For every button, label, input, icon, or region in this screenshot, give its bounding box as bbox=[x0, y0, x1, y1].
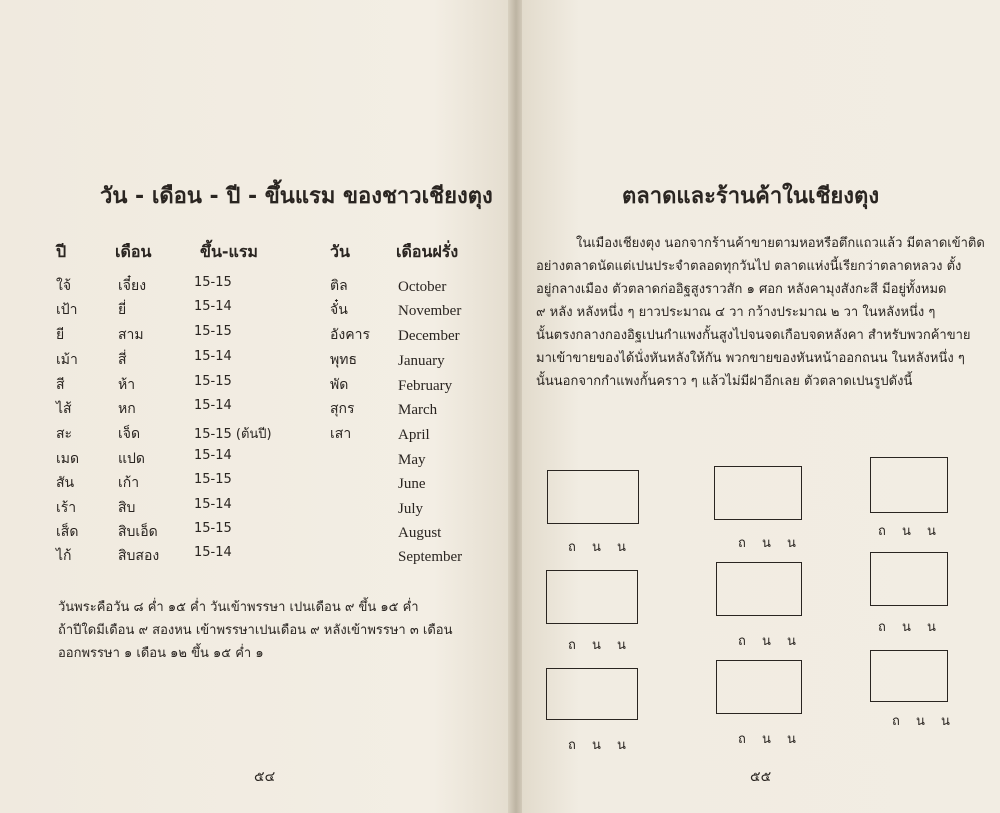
page-number-left: ๕๔ bbox=[254, 769, 276, 785]
cell-year: สี bbox=[56, 377, 65, 393]
road-label: ถ น น bbox=[568, 638, 632, 653]
market-stall bbox=[870, 650, 948, 702]
cell-month: เก้า bbox=[118, 475, 140, 491]
cell-day: อังคาร bbox=[330, 327, 370, 343]
cell-month: สิบ bbox=[118, 500, 136, 516]
cell-year: ไก้ bbox=[56, 548, 72, 564]
cell-month: แปด bbox=[118, 451, 146, 467]
cell-western-month: August bbox=[398, 525, 442, 541]
header-day: วัน bbox=[330, 242, 350, 261]
paragraph-line: นั้นตรงกลางกองอิฐเปนกำแพงกั้นสูงไปจนจดเกือบจดหลังคา สำหรับพวกค้าขาย bbox=[536, 328, 971, 343]
market-stall bbox=[546, 570, 638, 624]
cell-year: ใจ้ bbox=[56, 278, 72, 294]
cell-western-month: January bbox=[398, 353, 445, 369]
market-title: ตลาดและร้านค้าในเชียงตุง bbox=[622, 184, 880, 209]
market-stall bbox=[546, 668, 638, 720]
cell-day: สุกร bbox=[330, 401, 355, 417]
cell-day: เสา bbox=[330, 426, 352, 442]
road-label: ถ น น bbox=[892, 714, 956, 729]
cell-waxing: 15-15 bbox=[194, 374, 232, 389]
right-page bbox=[522, 0, 1000, 813]
paragraph-line: มาเข้าขายของได้นั่งหันหลังให้กัน พวกขายของหันหน้าออกถนน ในหลังหนึ่ง ๆ bbox=[536, 351, 965, 366]
market-stall bbox=[716, 660, 802, 714]
note-line: ถ้าปีใดมีเดือน ๙ สองหน เข้าพรรษาเปนเดือน ๙ หลังเข้าพรรษา ๓ เดือน bbox=[58, 623, 453, 638]
header-western-month: เดือนฝรั่ง bbox=[396, 242, 459, 261]
note-line: ออกพรรษา ๑ เดือน ๑๒ ขึ้น ๑๕ ค่ำ ๑ bbox=[58, 646, 264, 661]
paragraph-line: นั้นนอกจากกำแพงกั้นคราว ๆ แล้วไม่มีฝาอีกเลย ตัวตลาดเปนรูปดังนี้ bbox=[536, 374, 913, 389]
calendar-title: วัน - เดือน - ปี - ขึ้นแรม ของชาวเชียงตุง bbox=[100, 184, 493, 209]
road-label: ถ น น bbox=[568, 540, 632, 555]
cell-year: เร้า bbox=[56, 500, 77, 516]
cell-day: ติล bbox=[330, 278, 348, 294]
cell-waxing: 15-14 bbox=[194, 448, 232, 463]
cell-month: เจ็ด bbox=[118, 426, 141, 442]
cell-month: เจี๋ยง bbox=[118, 278, 147, 294]
cell-year: เมด bbox=[56, 451, 80, 467]
cell-western-month: November bbox=[398, 303, 462, 319]
paragraph-line: อยู่กลางเมือง ตัวตลาดก่ออิฐสูงราวสัก ๑ ศอก หลังคามุงสังกะสี มีอยู่ทั้งหมด bbox=[536, 282, 947, 297]
cell-month: สี่ bbox=[118, 352, 127, 368]
cell-year: เป้า bbox=[56, 302, 78, 318]
cell-waxing: 15-15 bbox=[194, 275, 232, 290]
market-stall bbox=[716, 562, 802, 616]
cell-waxing: 15-15 bbox=[194, 324, 232, 339]
cell-western-month: April bbox=[398, 427, 430, 443]
road-label: ถ น น bbox=[738, 536, 802, 551]
cell-month: ห้า bbox=[118, 377, 136, 393]
road-label: ถ น น bbox=[878, 620, 942, 635]
cell-waxing: 15-15 bbox=[194, 521, 232, 536]
cell-waxing: 15-14 bbox=[194, 497, 232, 512]
cell-year: สะ bbox=[56, 426, 73, 442]
cell-waxing: 15-15 bbox=[194, 472, 232, 487]
paragraph-line: ๙ หลัง หลังหนึ่ง ๆ ยาวประมาณ ๔ วา กว้างประมาณ ๒ วา ในหลังหนึ่ง ๆ bbox=[536, 305, 936, 320]
cell-month: หก bbox=[118, 401, 136, 417]
road-label: ถ น น bbox=[878, 524, 942, 539]
header-year: ปี bbox=[56, 242, 67, 261]
paragraph-line: อย่างตลาดนัดแต่เปนประจำตลอดทุกวันไป ตลาดแห่งนี้เรียกว่าตลาดหลวง ตั้ง bbox=[536, 259, 962, 274]
cell-western-month: October bbox=[398, 279, 447, 295]
cell-month: สิบสอง bbox=[118, 548, 160, 564]
cell-western-month: December bbox=[398, 328, 460, 344]
cell-waxing: 15-14 bbox=[194, 299, 232, 314]
cell-day: พัด bbox=[330, 377, 349, 393]
cell-western-month: March bbox=[398, 402, 438, 418]
market-stall bbox=[547, 470, 639, 524]
cell-year: เส็ด bbox=[56, 524, 79, 540]
road-label: ถ น น bbox=[568, 738, 632, 753]
cell-western-month: September bbox=[398, 549, 463, 565]
cell-waxing: 15-14 bbox=[194, 349, 232, 364]
cell-year: สัน bbox=[56, 475, 75, 491]
note-line: วันพระคือวัน ๘ ค่ำ ๑๕ ค่ำ วันเข้าพรรษา เปนเดือน ๙ ขึ้น ๑๕ ค่ำ bbox=[58, 600, 419, 615]
cell-month: ยี่ bbox=[118, 302, 127, 318]
header-waxing: ขึ้น-แรม bbox=[200, 242, 258, 261]
cell-month: สาม bbox=[118, 327, 144, 343]
header-month: เดือน bbox=[115, 242, 152, 261]
cell-western-month: May bbox=[398, 452, 426, 468]
cell-month: สิบเอ็ด bbox=[118, 524, 158, 540]
cell-western-month: June bbox=[398, 476, 426, 492]
cell-waxing: 15-15 (ต้นปี) bbox=[194, 427, 272, 442]
market-stall bbox=[714, 466, 802, 520]
cell-waxing: 15-14 bbox=[194, 398, 232, 413]
market-stall bbox=[870, 457, 948, 513]
cell-year: เม้า bbox=[56, 352, 78, 368]
cell-day: จั๋น bbox=[330, 302, 348, 318]
road-label: ถ น น bbox=[738, 732, 802, 747]
cell-year: ไส้ bbox=[56, 401, 72, 417]
cell-day: พุทธ bbox=[330, 352, 358, 368]
cell-western-month: July bbox=[398, 501, 424, 517]
cell-waxing: 15-14 bbox=[194, 545, 232, 560]
cell-western-month: February bbox=[398, 378, 453, 394]
market-stall bbox=[870, 552, 948, 606]
road-label: ถ น น bbox=[738, 634, 802, 649]
cell-year: ยี bbox=[56, 327, 65, 343]
paragraph-line: ในเมืองเชียงตุง นอกจากร้านค้าขายตามหอหรือตึกแถวแล้ว มีตลาดเข้าติด bbox=[576, 236, 985, 251]
page-number-right: ๕๕ bbox=[750, 769, 772, 785]
